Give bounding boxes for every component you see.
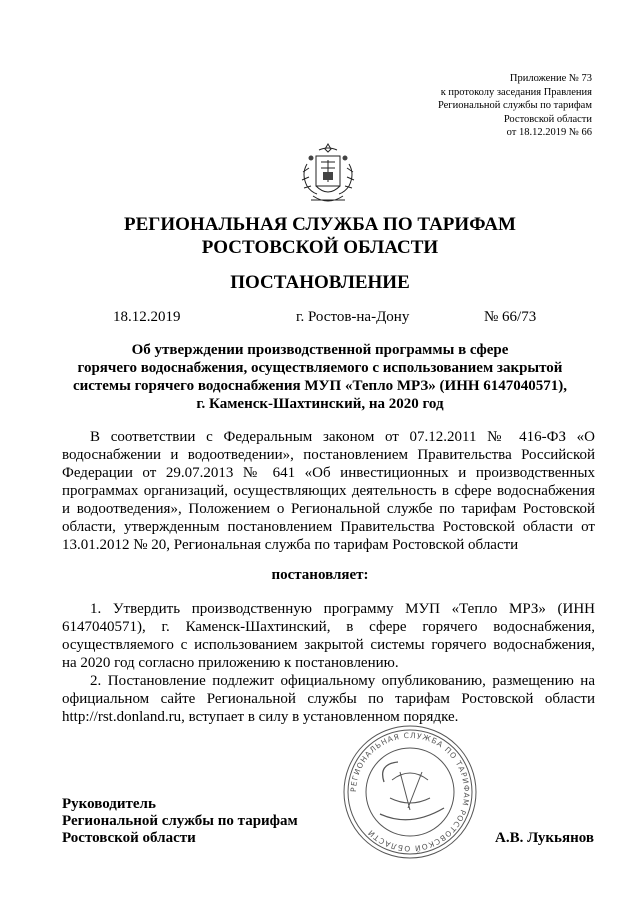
seal-text: РЕГИОНАЛЬНАЯ СЛУЖБА ПО ТАРИФАМ РОСТОВСКОЙ ОБЛАСТИ: [348, 730, 472, 854]
agency-name-line1: РЕГИОНАЛЬНАЯ СЛУЖБА ПО ТАРИФАМ: [124, 214, 516, 235]
official-seal: [340, 722, 480, 862]
signatory-title-line: Региональной службы по тарифам: [62, 813, 298, 829]
svg-text:РЕГИОНАЛЬНАЯ СЛУЖБА ПО ТАРИФАМ: [349, 731, 471, 853]
document-number: № 66/73: [484, 309, 537, 325]
document-city: г. Ростов-на-Дону: [296, 309, 410, 325]
decree-item-1: 1. Утвердить производственную программу МУП «Тепло МРЗ» (ИНН 6147040571), г. Каменск-Шахтинский, в сфере горячего водоснабжения, осуществляемого с использованием закрытой системы горячего водоснабжения, на 2020 год согласно приложению к постановлению.: [62, 601, 595, 671]
subject-line: горячего водоснабжения, осуществляемого с использованием закрытой: [77, 360, 563, 376]
appendix-line: к протоколу заседания Правления: [440, 86, 592, 98]
decrees-heading: постановляет:: [271, 567, 369, 583]
decree-item-2: 2. Постановление подлежит официальному опубликованию, размещению на официальном сайте Региональной службы по тарифам Ростовской области http://rst.donland.ru, вступает в силу в установленном порядке.: [62, 673, 595, 725]
subject-line: системы горячего водоснабжения МУП «Тепло МРЗ» (ИНН 6147040571),: [72, 378, 568, 394]
signatory-name: А.В. Лукьянов: [495, 830, 594, 846]
subject-line: Об утверждении производственной программы в сфере: [131, 342, 509, 358]
agency-name-line2: РОСТОВСКОЙ ОБЛАСТИ: [201, 237, 439, 258]
appendix-line: от 18.12.2019 № 66: [506, 127, 592, 138]
appendix-line: Региональной службы по тарифам: [437, 100, 592, 111]
signatory-title-line: Ростовской области: [62, 830, 196, 846]
preamble-paragraph: В соответствии с Федеральным законом от 07.12.2011 № 416-ФЗ «О водоснабжении и водоотведении», постановлением Правительства Российской Федерации от 29.07.2013 № 641 «Об инвестиционных и производственных программах организаций, осуществляющих деятельность в сфере водоснабжения и водоотведения», Положением о Региональной службе по тарифам Ростовской области, утвержденным постановлением Правительства Ростовской области от 13.01.2012 № 20, Региональная служба по тарифам Ростовской области: [62, 429, 595, 553]
signatory-title-line: Руководитель: [62, 796, 156, 812]
coat-of-arms-icon: [299, 142, 357, 208]
document-type: ПОСТАНОВЛЕНИЕ: [230, 272, 410, 293]
appendix-line: Приложение № 73: [509, 73, 592, 84]
document-date: 18.12.2019: [113, 309, 181, 325]
subject-line: г. Каменск-Шахтинский, на 2020 год: [196, 396, 444, 412]
appendix-note: [438, 72, 592, 140]
appendix-line: Ростовской области: [503, 113, 592, 125]
